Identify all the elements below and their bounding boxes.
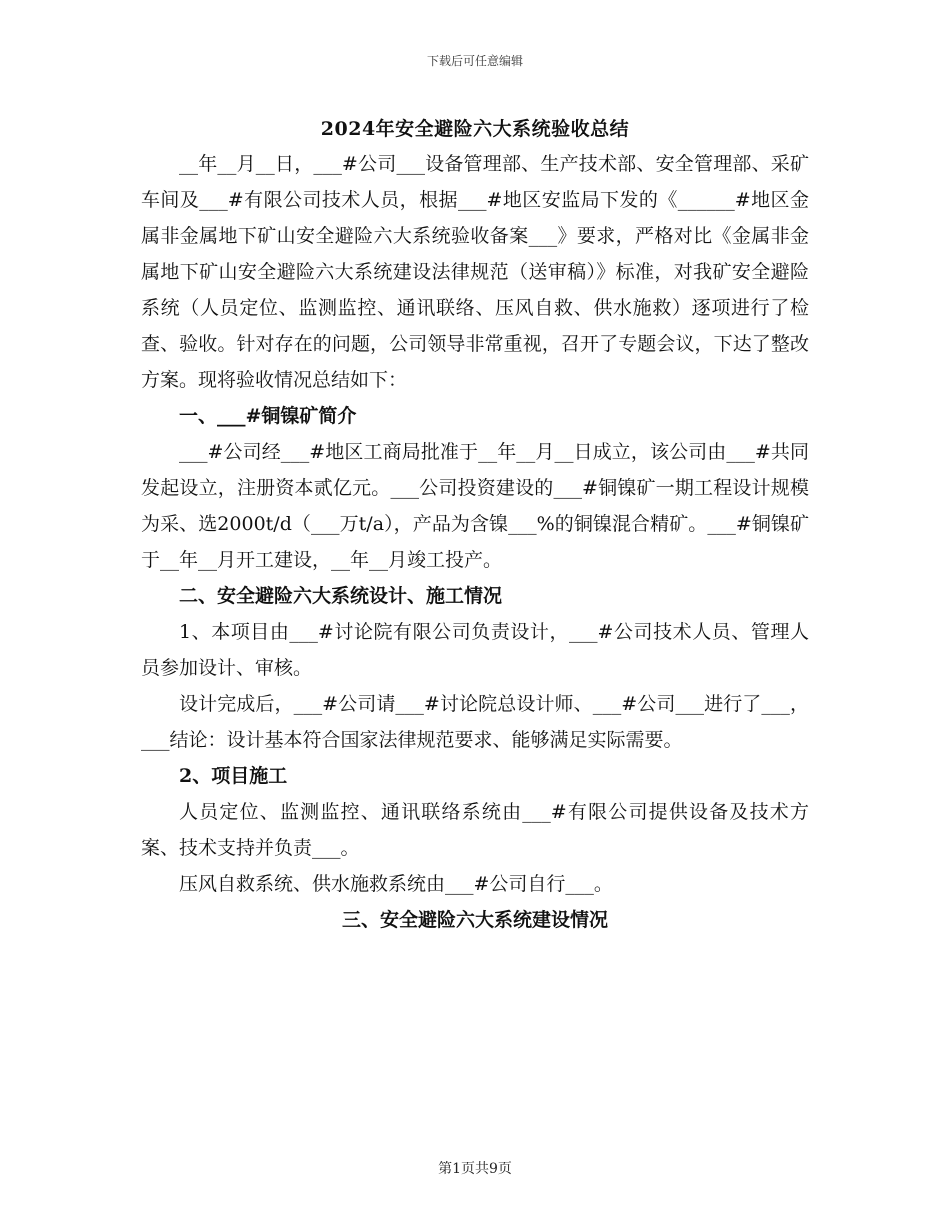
construction-paragraph-2: 压风自救系统、供水施救系统由___#公司自行___。 xyxy=(179,873,613,895)
document-title: 2024年安全避险六大系统验收总结 xyxy=(320,118,630,140)
section-heading-3: 三、安全避险六大系统建设情况 xyxy=(341,909,608,931)
page-header-note: 下载后可任意编辑 xyxy=(426,54,523,68)
mine-intro-paragraph: ___#公司经___#地区工商局批准于__年__月__日成立，该公司由___#共同发起设立，注册资本贰亿元。___公司投资建设的___#铜镍矿一期工程设计规模为采、选2000t/d（___万t/a），产品为含镍___%的铜镍混合精矿。___#铜镍矿于__年__月开工建设，__年__月竣工投产。 xyxy=(141,441,809,571)
design-paragraph: 1、本项目由___#讨论院有限公司负责设计，___#公司技术人员、管理人员参加设计、审核。 xyxy=(141,621,809,679)
document-body xyxy=(141,146,809,938)
page-footer: 第1页共9页 xyxy=(438,1161,512,1177)
construction-paragraph-1: 人员定位、监测监控、通讯联络系统由___#有限公司提供设备及技术方案、技术支持并负责___。 xyxy=(141,801,809,859)
section-heading-2: 二、安全避险六大系统设计、施工情况 xyxy=(179,585,503,607)
intro-paragraph: __年__月__日，___#公司___设备管理部、生产技术部、安全管理部、采矿车间及___#有限公司技术人员，根据___#地区安监局下发的《______#地区金属非金属地下矿山安全避险六大系统验收备案___》要求，严格对比《金属非金属地下矿山安全避险六大系统建设法律规范（送审稿）》标准，对我矿安全避险系统（人员定位、监测监控、通讯联络、压风自救、供水施救）逐项进行了检查、验收。针对存在的问题，公司领导非常重视，召开了专题会议，下达了整改方案。现将验收情况总结如下： xyxy=(141,153,809,391)
section-heading-1: 一、___#铜镍矿简介 xyxy=(179,405,357,427)
subsection-heading-construction: 2、项目施工 xyxy=(179,765,288,787)
design-review-paragraph: 设计完成后，___#公司请___#讨论院总设计师、___#公司___进行了___，___结论：设计基本符合国家法律规范要求、能够满足实际需要。 xyxy=(141,693,809,751)
